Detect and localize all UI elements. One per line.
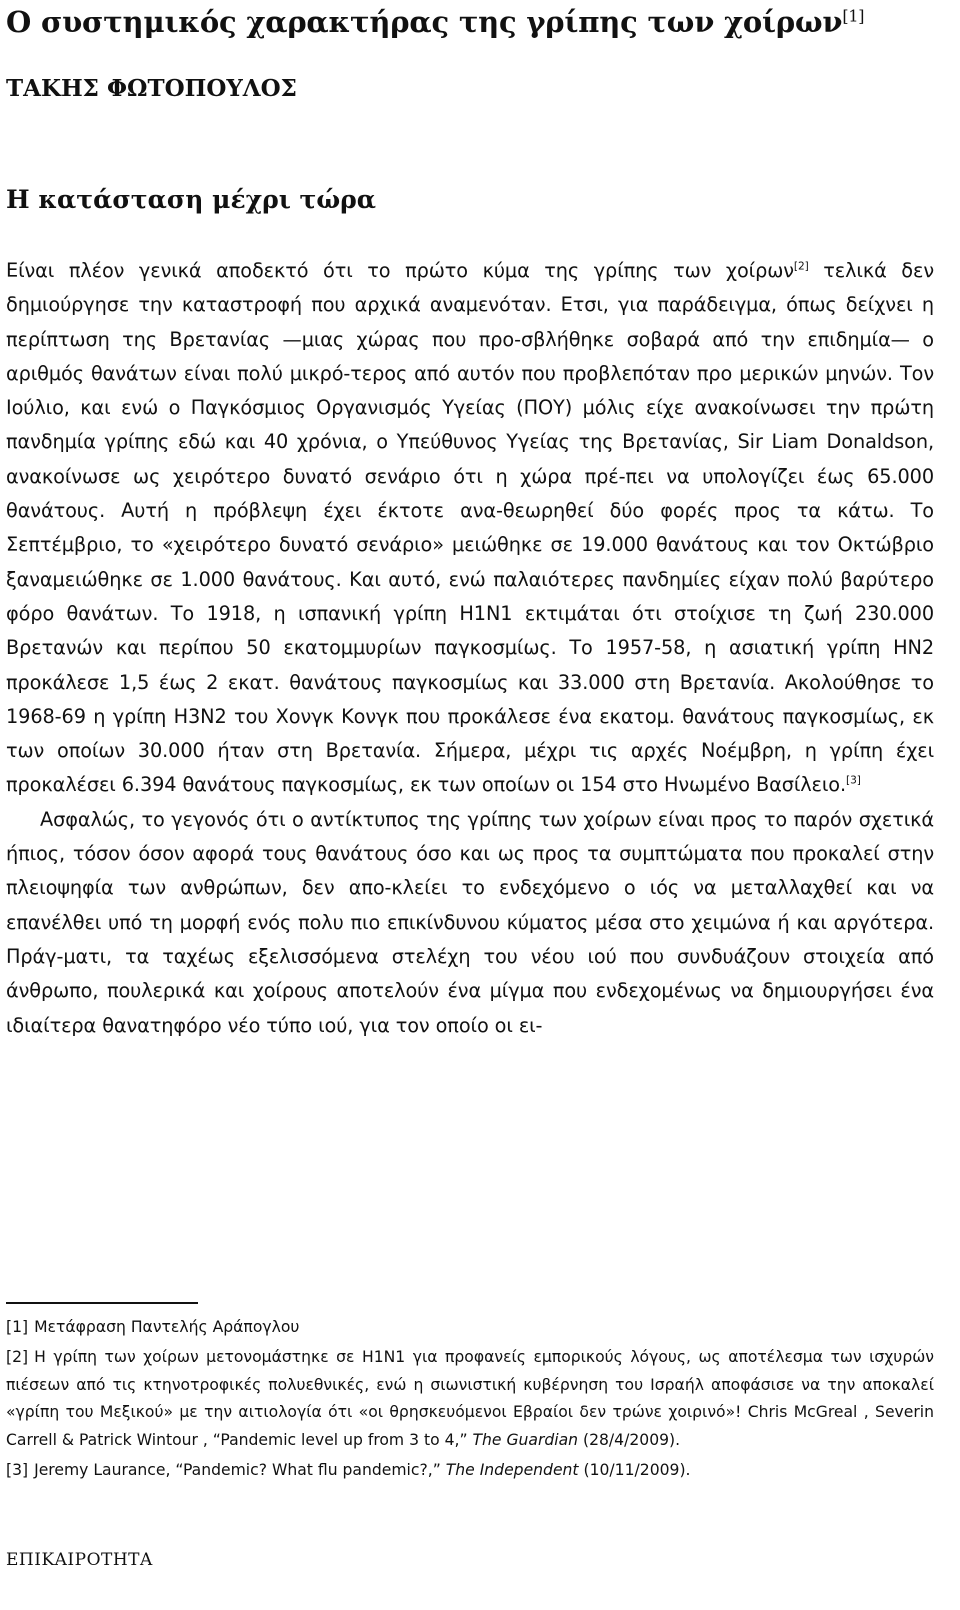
footnotes	[6, 1314, 934, 1487]
footnote-1	[6, 1314, 934, 1341]
footnote-text: Η γρίπη των χοίρων μετονομάστηκε σε H1N1 για προφανείς εμπορικούς λόγους, ως αποτέλεσμα των ισχυρών πιέσεων από τις κτηνοτροφικές πολυεθνικές, ενώ η σιωνιστική κυβέρνηση του Ισραήλ αποφάσισε να την αποκαλεί «γρίπη του Μεξικού» με την αιτιολογία ότι «οι θρησκευόμενοι Εβραίοι δεν τρώνε χοιρινό»! Chris McGreal , Severin Carrell & Patrick Wintour , “Pandemic level up from 3 to 4,”	[6, 1348, 934, 1449]
paragraph-1-part-1: Είναι πλέον γενικά αποδεκτό ότι το πρώτο κύμα της γρίπης των χοίρων	[6, 259, 794, 282]
footnote-text: Jeremy Laurance, “Pandemic? What flu pandemic?,”	[34, 1461, 446, 1480]
article-title-text: Ο συστημικός χαρακτήρας της γρίπης των χοίρων	[6, 5, 843, 39]
footnote-number: [3]	[6, 1461, 29, 1480]
footnote-date: (28/4/2009).	[578, 1430, 681, 1449]
author-name: ΤΑΚΗΣ ΦΩΤΟΠΟΥΛΟΣ	[6, 75, 297, 102]
footnote-divider	[6, 1302, 198, 1304]
footnote-text: Μετάφραση Παντελής Αράπογλου	[34, 1318, 300, 1336]
footnote-ref-3[interactable]: [3]	[846, 774, 861, 788]
footnote-number: [2]	[6, 1348, 29, 1367]
footnote-date: (10/11/2009).	[578, 1461, 691, 1480]
footnote-source: The Guardian	[472, 1430, 579, 1449]
footnote-number: [1]	[6, 1318, 29, 1336]
paragraph-1-part-2: τελικά δεν δημιούργησε την καταστροφή που αρχικά αναμενόταν. Ετσι, για παράδειγμα, όπως δείχνει η περίπτωση της Βρετανίας —μιας χώρας που προ-σβλήθηκε σοβαρά από την επιδημία— ο αριθμός θανάτων είναι πολύ μικρό-τερος από αυτόν που προβλεπόταν προ μερικών μηνών. Τον Ιούλιο, και ενώ ο Παγκόσμιος Οργανισμός Υγείας (ΠΟΥ) μόλις είχε ανακοίνωσει την πρώτη πανδημία γρίπης εδώ και 40 χρόνια, ο Υπεύθυνος Υγείας της Βρετανίας, Sir Liam Donaldson, ανακοίνωσε ως χειρότερο δυνατό σενάριο ότι η χώρα πρέ-πει να υπολογίζει έως 65.000 θανάτους. Αυτή η πρόβλεψη έχει έκτοτε ανα-θεωρηθεί δύο φορές προς τα κάτω. Το Σεπτέμβριο, το «χειρότερο δυνατό σενάριο» μειώθηκε σε 19.000 θανάτους και τον Οκτώβριο ξαναμειώθηκε σε 1.000 θανάτους. Και αυτό, ενώ παλαιότερες πανδημίες είχαν πολύ βαρύτερο φόρο θανάτων. Το 1918, η ισπανική γρίπη H1N1 εκτιμάται ότι στοίχισε τη ζωή 230.000 Βρετανών και περίπου 50 εκατομμυρίων παγκοσμίως. Το 1957-58, η ασιατική γρίπη HN2 προκάλεσε 1,5 έως 2 εκατ. θανάτους παγκοσμίως και 33.000 στη Βρετανία. Ακολούθησε το 1968-69 η γρίπη H3N2 του Χονγκ Κονγκ που προκάλεσε ένα εκατομ. θανάτους παγκοσμίως, εκ των οποίων 30.000 ήταν στη Βρετανία. Σήμερα, μέχρι τις αρχές Νοέμβρη, η γρίπη έχει προκαλέσει 6.394 θανάτους παγκοσμίως, εκ των οποίων οι 154 στο Ηνωμένο Βασίλειο.	[6, 259, 934, 797]
footnote-source: The Independent	[445, 1461, 579, 1480]
section-heading: Η κατάσταση μέχρι τώρα	[6, 185, 377, 214]
footnote-3	[6, 1457, 934, 1484]
footnote-ref-1[interactable]: [1]	[842, 6, 865, 26]
article-title	[6, 4, 934, 40]
footnote-ref-2[interactable]: [2]	[793, 259, 809, 273]
article-body	[6, 254, 934, 1043]
paragraph-2: Ασφαλώς, το γεγονός ότι ο αντίκτυπος της γρίπης των χοίρων είναι προς το παρόν σχετικά ήπιος, τόσον όσον αφορά τους θανάτους όσο και ως προς τα συμπτώματα που προκαλεί στην πλειοψηφία των ανθρώπων, δεν απο-κλείει το ενδεχόμενο ο ιός να μεταλλαχθεί και να επανέλθει υπό τη μορφή ενός πολυ πιο επικίνδυνου κύματος μέσα στο χειμώνα ή και αργότερα. Πράγ-ματι, τα ταχέως εξελισσόμενα στελέχη του νέου ιού που συνδυάζουν στοιχεία από άνθρωπο, πουλερικά και χοίρους αποτελούν ένα μίγμα που ενδεχομένως να δημιουργήσει ένα ιδιαίτερα θανατηφόρο νέο τύπο ιού, για τον οποίο οι ει-	[6, 807, 934, 1037]
paragraph-1	[6, 254, 934, 803]
section-label: ΕΠΙΚΑΙΡΟΤΗΤΑ	[6, 1550, 153, 1570]
footnote-2	[6, 1344, 934, 1454]
